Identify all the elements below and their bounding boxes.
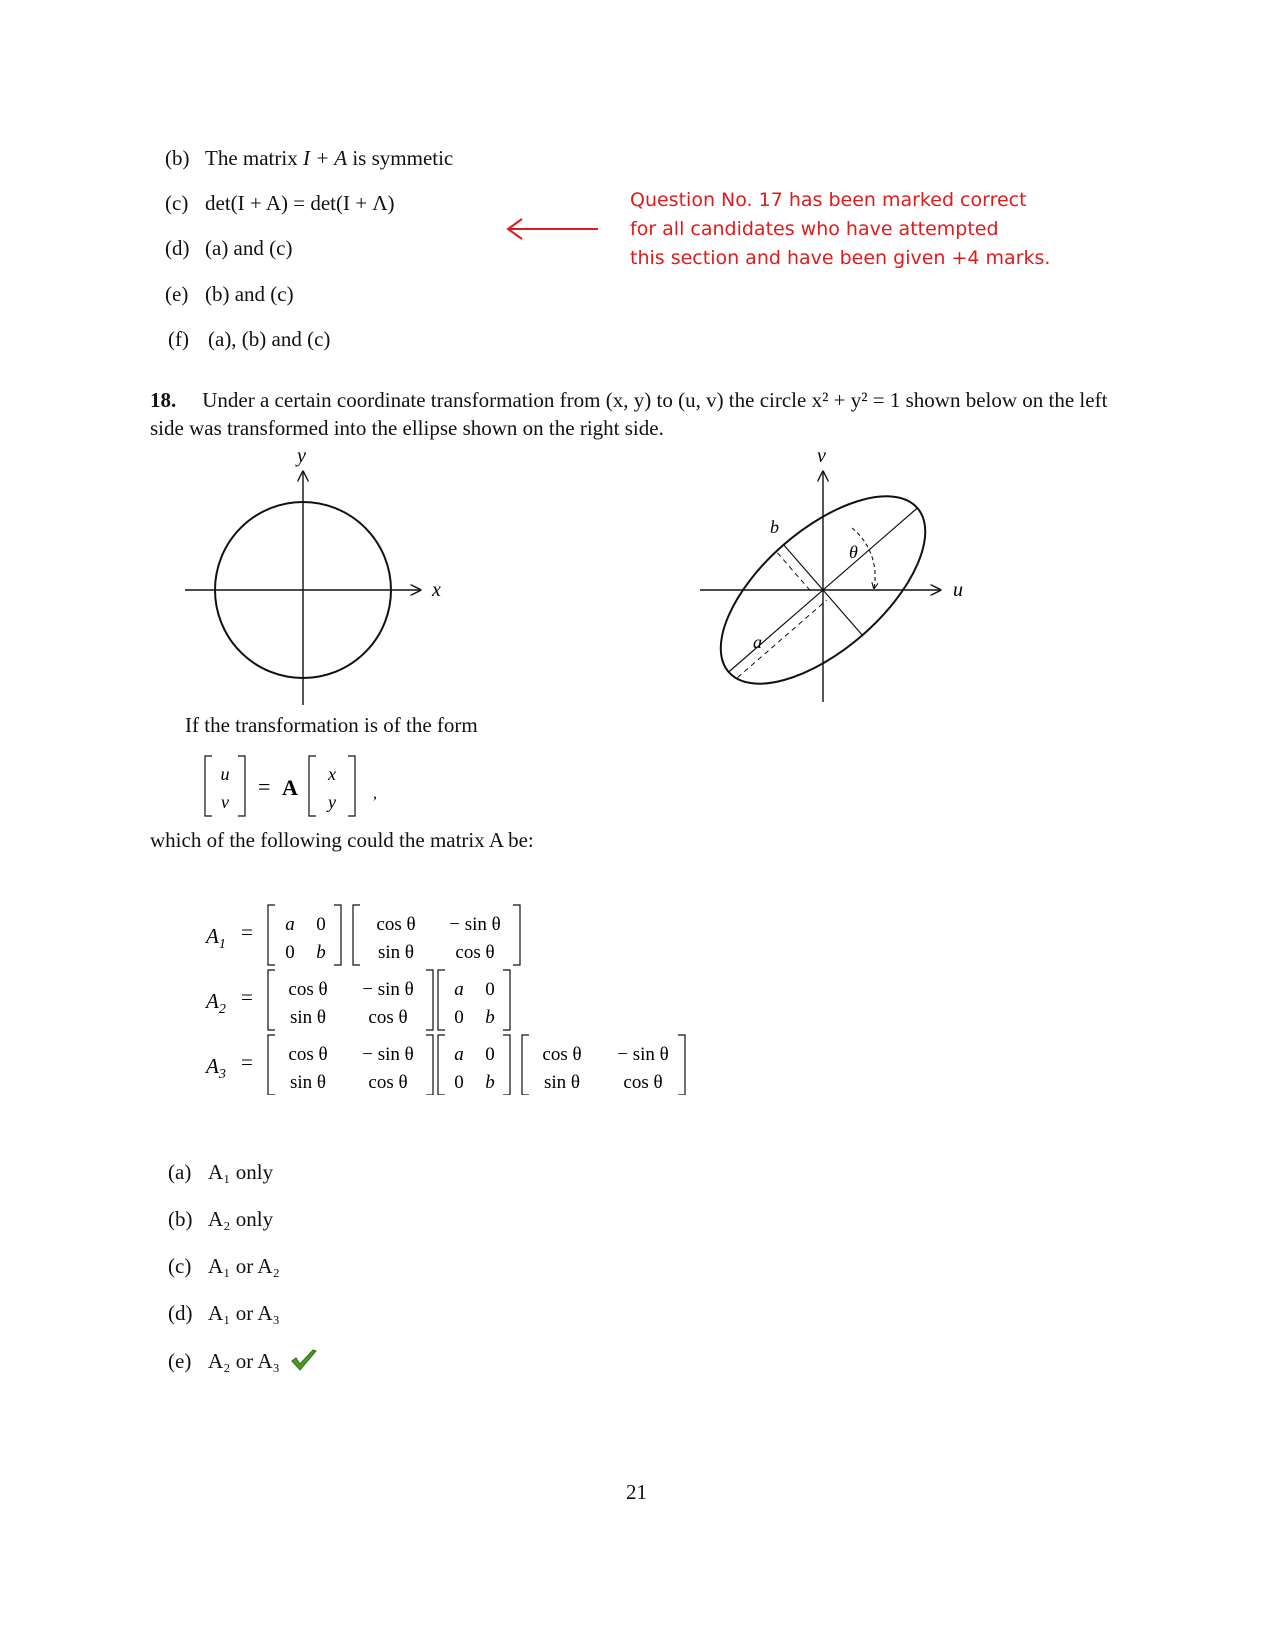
- annotation-arrow-icon: [500, 215, 600, 245]
- A3-name: $A_3$: [206, 1054, 226, 1082]
- svg-text:=: =: [241, 1050, 253, 1074]
- x-axis-label: x: [432, 579, 441, 601]
- svg-text:a: a: [285, 914, 295, 935]
- b-label: b: [770, 517, 779, 537]
- svg-text:sin θ: sin θ: [543, 1072, 581, 1093]
- ellipse-figure: [695, 440, 975, 710]
- answer-option-a[interactable]: (a) A₁ only: [168, 1160, 274, 1184]
- svg-text:cos θ: cos θ: [368, 1007, 408, 1028]
- eq-x: x: [328, 764, 336, 784]
- answer-option-e[interactable]: (e) A₂ or A₃: [168, 1348, 319, 1374]
- question-text: Under a certain coordinate transformation from (x, y) to (u, v) the circle x² + y² = 1 shown below on the left side was transformed into the ellipse shown on the right side.: [150, 388, 1108, 440]
- check-mark-icon: [289, 1348, 319, 1374]
- svg-text:0: 0: [316, 914, 326, 935]
- form-intro: If the transformation is of the form: [185, 713, 478, 737]
- svg-text:=: =: [241, 920, 253, 944]
- svg-text:a: a: [454, 979, 464, 1000]
- svg-text:0: 0: [485, 979, 495, 1000]
- svg-text:=: =: [258, 774, 271, 799]
- u-axis-label: u: [953, 579, 963, 601]
- correction-annotation: Question No. 17 has been marked correct for all candidates who have attempted this section and have been given +4 marks.: [630, 189, 1051, 269]
- prev-option-f: (f) (a), (b) and (c): [168, 327, 331, 351]
- svg-text:,: ,: [373, 785, 377, 802]
- eq-u: u: [220, 764, 230, 784]
- a-label: a: [753, 632, 762, 652]
- svg-text:0: 0: [485, 1044, 495, 1065]
- answer-option-b[interactable]: (b) A₂ only: [168, 1207, 274, 1231]
- matrix-question: which of the following could the matrix A be:: [150, 828, 534, 852]
- theta-label: θ: [849, 542, 858, 562]
- svg-text:sin θ: sin θ: [289, 1072, 327, 1093]
- eq-matrix-A: A: [282, 775, 298, 800]
- svg-text:− sin θ: − sin θ: [617, 1044, 669, 1065]
- svg-text:cos θ: cos θ: [455, 942, 495, 963]
- svg-text:sin θ: sin θ: [289, 1007, 327, 1028]
- svg-text:a: a: [454, 1044, 464, 1065]
- svg-text:0: 0: [454, 1007, 464, 1028]
- svg-text:− sin θ: − sin θ: [362, 979, 414, 1000]
- svg-text:cos θ: cos θ: [368, 1072, 408, 1093]
- svg-text:cos θ: cos θ: [542, 1044, 582, 1065]
- svg-text:cos θ: cos θ: [288, 979, 328, 1000]
- prev-option-d: (d) (a) and (c): [165, 236, 293, 260]
- svg-text:b: b: [316, 942, 326, 963]
- y-axis-label: y: [297, 445, 306, 467]
- v-axis-label: v: [817, 445, 826, 467]
- svg-text:cos θ: cos θ: [623, 1072, 663, 1093]
- eq-v: v: [221, 792, 229, 812]
- answer-option-d[interactable]: (d) A₁ or A₃: [168, 1301, 280, 1325]
- svg-text:− sin θ: − sin θ: [449, 914, 501, 935]
- ellipse: [695, 463, 957, 710]
- svg-text:b: b: [485, 1007, 495, 1028]
- eq-y: y: [328, 792, 336, 812]
- transform-equation: [200, 750, 400, 822]
- prev-option-e: (e) (b) and (c): [165, 282, 294, 306]
- svg-text:0: 0: [454, 1072, 464, 1093]
- svg-text:cos θ: cos θ: [376, 914, 416, 935]
- svg-text:− sin θ: − sin θ: [362, 1044, 414, 1065]
- A1-name: $A_1$: [206, 924, 226, 952]
- b-dimension: [777, 553, 812, 594]
- answer-option-c[interactable]: (c) A₁ or A₂: [168, 1254, 280, 1278]
- a-dimension: [737, 600, 826, 677]
- svg-text:sin θ: sin θ: [377, 942, 415, 963]
- A2-name: $A_2$: [206, 989, 226, 1017]
- circle-figure: [170, 440, 460, 710]
- svg-text:b: b: [485, 1072, 495, 1093]
- question-18: [150, 386, 1130, 442]
- question-number: 18.: [150, 388, 177, 412]
- page-number: 21: [626, 1480, 647, 1504]
- svg-text:cos θ: cos θ: [288, 1044, 328, 1065]
- svg-text:0: 0: [285, 942, 295, 963]
- prev-option-b: (b) The matrix I + A is symmetic: [165, 146, 454, 170]
- matrix-definitions: [200, 895, 720, 1095]
- svg-text:=: =: [241, 985, 253, 1009]
- prev-option-c: (c) det(I + A) = det(I + Λ): [165, 191, 395, 215]
